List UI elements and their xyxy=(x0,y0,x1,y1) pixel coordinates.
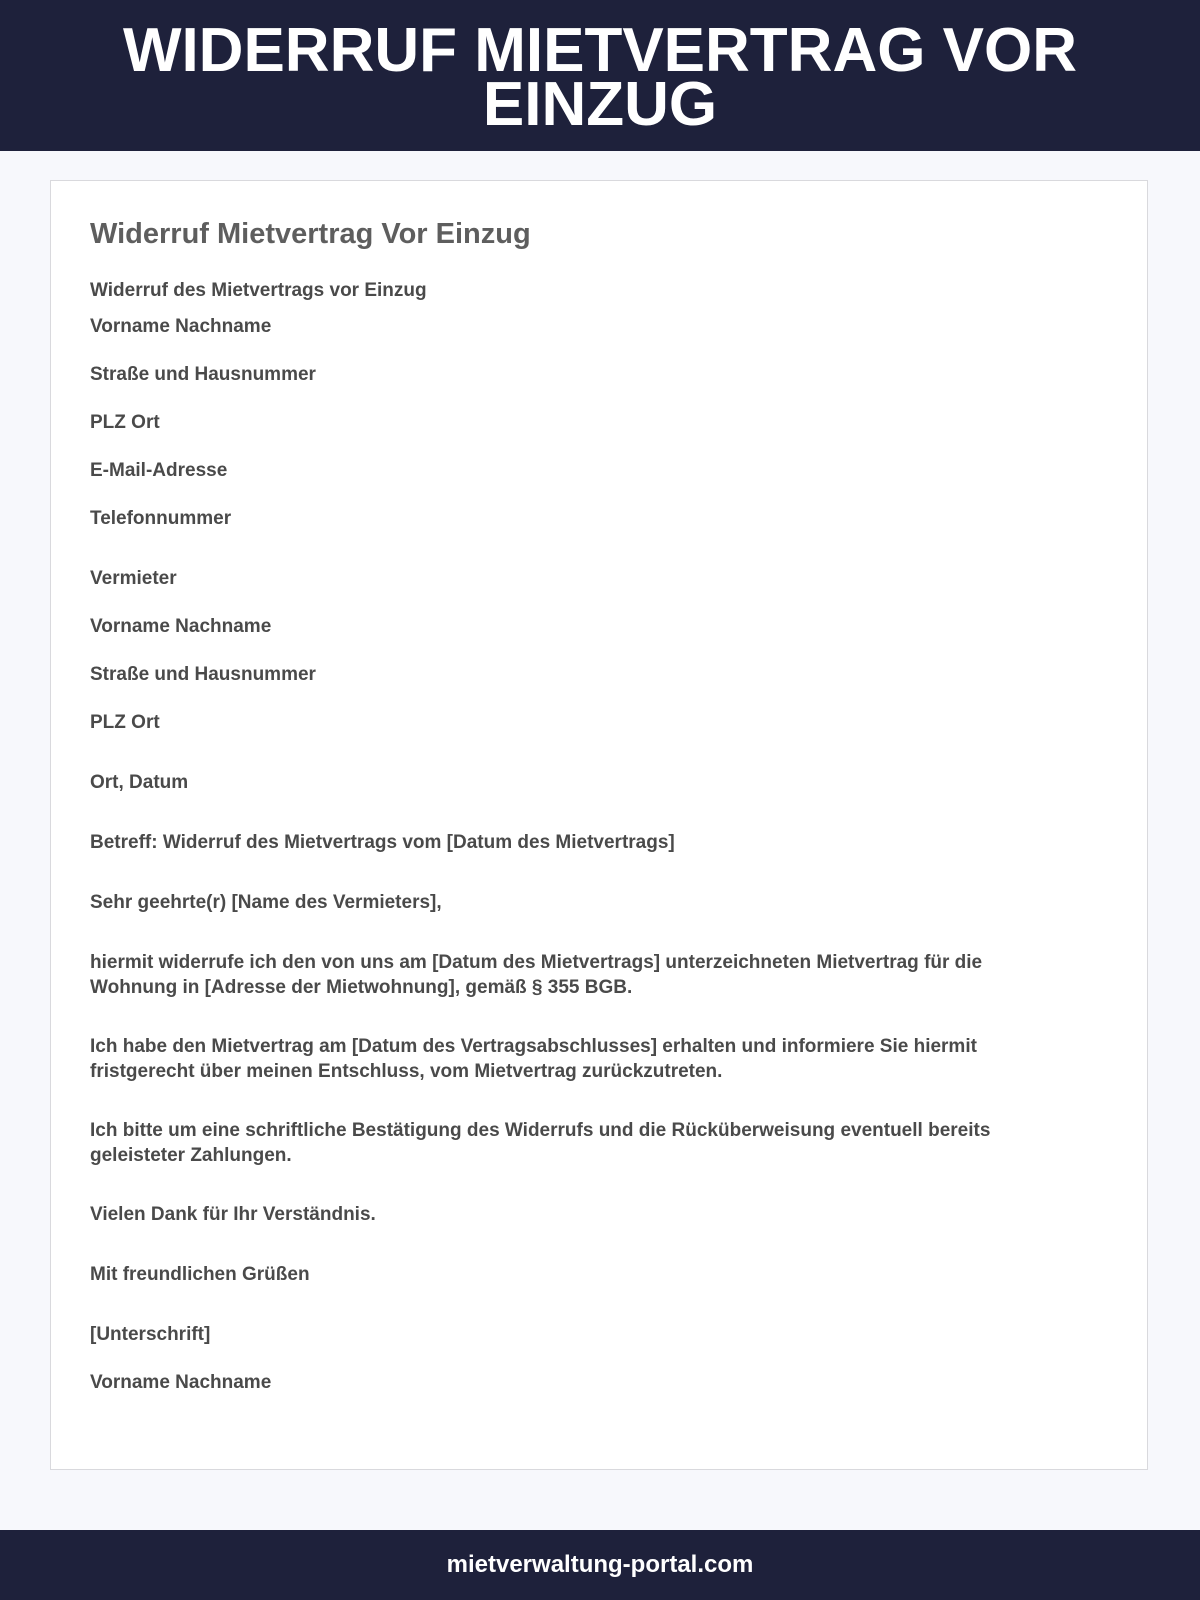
recipient-city: PLZ Ort xyxy=(90,712,160,733)
sender-city: PLZ Ort xyxy=(90,412,160,433)
sender-phone: Telefonnummer xyxy=(90,508,232,529)
recipient-label: Vermieter xyxy=(90,568,177,589)
body-paragraph-3: Ich bitte um eine schriftliche Bestätigung des Widerrufs und die Rücküberweisung eventuell bereits geleisteter Zahlungen. xyxy=(90,1120,991,1166)
closing: Mit freundlichen Grüßen xyxy=(90,1264,310,1285)
body-paragraph-1: hiermit widerrufe ich den von uns am [Datum des Mietvertrags] unterzeichneten Mietvertrag für die Wohnung in [Adresse der Mietwohnung], gemäß § 355 BGB. xyxy=(90,952,983,998)
letter-card xyxy=(50,180,1148,1470)
footer-site-name: mietverwaltung-portal.com xyxy=(446,1551,754,1578)
signer-name: Vorname Nachname xyxy=(90,1372,272,1393)
subject-line: Betreff: Widerruf des Mietvertrags vom [Datum des Mietvertrags] xyxy=(90,832,675,853)
document-subtitle: Widerruf des Mietvertrags vor Einzug xyxy=(90,280,427,301)
body-paragraph-2: Ich habe den Mietvertrag am [Datum des Vertragsabschlusses] erhalten und informiere Sie hiermit fristgerecht über meinen Entschluss, vom Mietvertrag zurückzutreten. xyxy=(90,1036,977,1082)
place-date: Ort, Datum xyxy=(90,772,189,793)
signature-placeholder: [Unterschrift] xyxy=(90,1324,211,1345)
recipient-street: Straße und Hausnummer xyxy=(90,664,316,685)
page-title: WIDERRUF MIETVERTRAG VOR EINZUG xyxy=(122,15,1078,139)
document-title: Widerruf Mietvertrag Vor Einzug xyxy=(90,218,531,250)
salutation: Sehr geehrte(r) [Name des Vermieters], xyxy=(90,892,442,913)
page-footer xyxy=(0,1530,1200,1600)
recipient-name: Vorname Nachname xyxy=(90,616,272,637)
sender-email: E-Mail-Adresse xyxy=(90,460,228,481)
body-paragraph-4: Vielen Dank für Ihr Verständnis. xyxy=(90,1204,376,1225)
page-header xyxy=(0,0,1200,151)
sender-name: Vorname Nachname xyxy=(90,316,272,337)
sender-street: Straße und Hausnummer xyxy=(90,364,316,385)
